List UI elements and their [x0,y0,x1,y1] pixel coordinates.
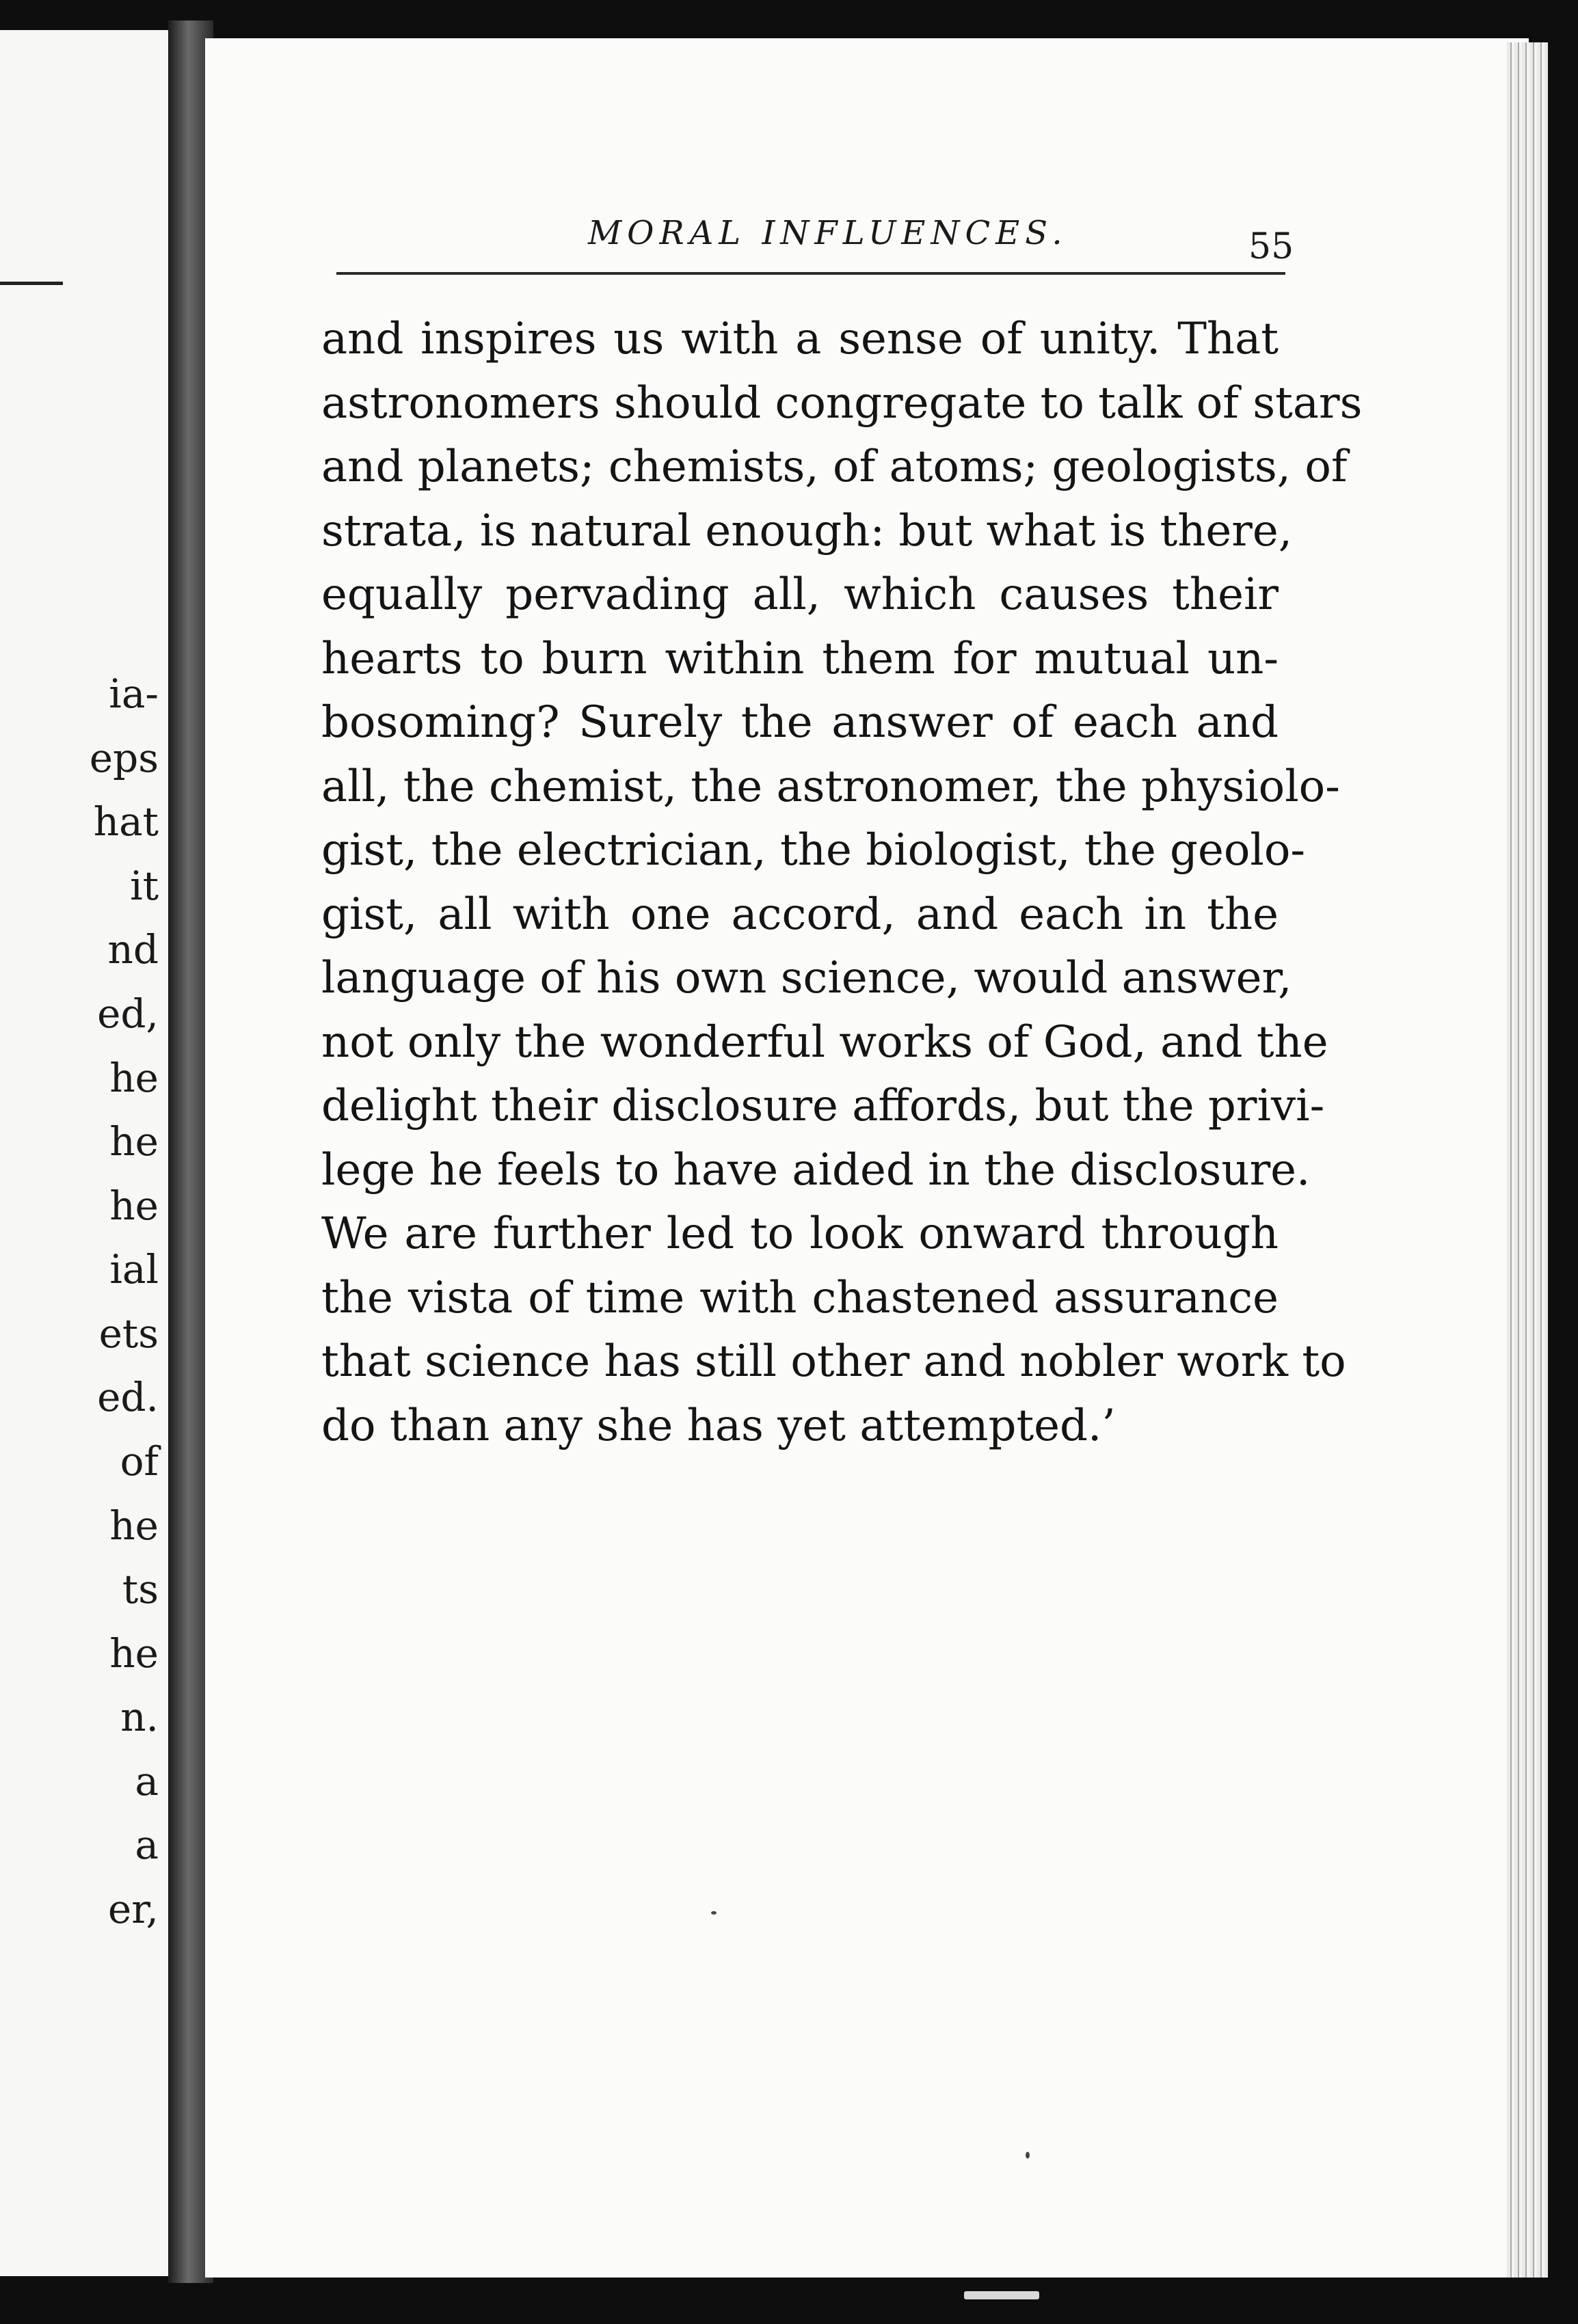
left-page-fragment: ial [109,1246,159,1293]
text-line: bosoming? Surely the answer of each and [321,697,1279,748]
left-page-fragment: ets [98,1310,159,1357]
left-page-fragment: er, [107,1886,159,1932]
text-line: gist, the electrician, the biologist, the geolo- [321,825,1306,876]
text-line: that science has still other and nobler work to [321,1336,1346,1387]
text-line: all, the chemist, the astronomer, the physiolo- [321,761,1340,812]
text-line: the vista of time with chastened assurance [321,1272,1279,1323]
left-page [0,30,168,2276]
text-line: not only the wonderful works of God, and the [321,1016,1328,1068]
left-page-fragment: ts [122,1566,159,1612]
left-page-fragment: he [109,1118,159,1165]
paper-scrap [964,2291,1039,2299]
left-page-fragment: a [135,1758,159,1805]
body-text [321,308,1363,1458]
left-page-fragment: he [109,1630,159,1677]
text-line: and inspires us with a sense of unity. That [321,314,1279,364]
text-line: delight their disclosure affords, but the privi- [321,1081,1325,1131]
text-line: equally pervading all, which causes their [321,569,1279,620]
text-line: language of his own science, would answer, [321,953,1292,1003]
text-line: and planets; chemists, of atoms; geologists, of [321,442,1348,492]
paper-speck [711,1911,717,1915]
left-page-fragment: eps [89,735,159,781]
left-page-fragment: he [109,1055,159,1101]
text-line: hearts to burn within them for mutual un- [321,633,1279,684]
left-page-fragment: ed. [97,1374,159,1420]
paper-speck [1026,2152,1030,2159]
left-page-fragment: ed, [97,990,159,1037]
header-rule [336,272,1285,275]
text-line: gist, all with one accord, and each in the [321,889,1279,940]
left-page-fragment: he [109,1183,159,1229]
running-head: MORAL INFLUENCES. [588,214,1068,252]
left-page-fragment: n. [120,1694,159,1740]
page-number: 55 [1248,226,1294,267]
left-page-fragment: ia- [109,671,159,717]
text-line: We are further led to look onward through [321,1208,1279,1259]
left-page-fragment: a [135,1822,159,1868]
page-edge-stack [1507,42,1548,2278]
text-line: strata, is natural enough: but what is there, [321,505,1293,556]
left-page-fragment: of [120,1438,159,1485]
left-page-fragment: it [130,863,159,909]
text-line: lege he feels to have aided in the disclosure. [321,1144,1311,1195]
left-page-rule [0,282,63,285]
text-line: astronomers should congregate to talk of stars [321,377,1363,429]
left-page-fragment: hat [93,798,159,845]
left-page-fragment: he [109,1502,159,1549]
left-page-fragment: nd [107,926,159,973]
text-line: do than any she has yet attempted.’ [321,1400,1116,1451]
